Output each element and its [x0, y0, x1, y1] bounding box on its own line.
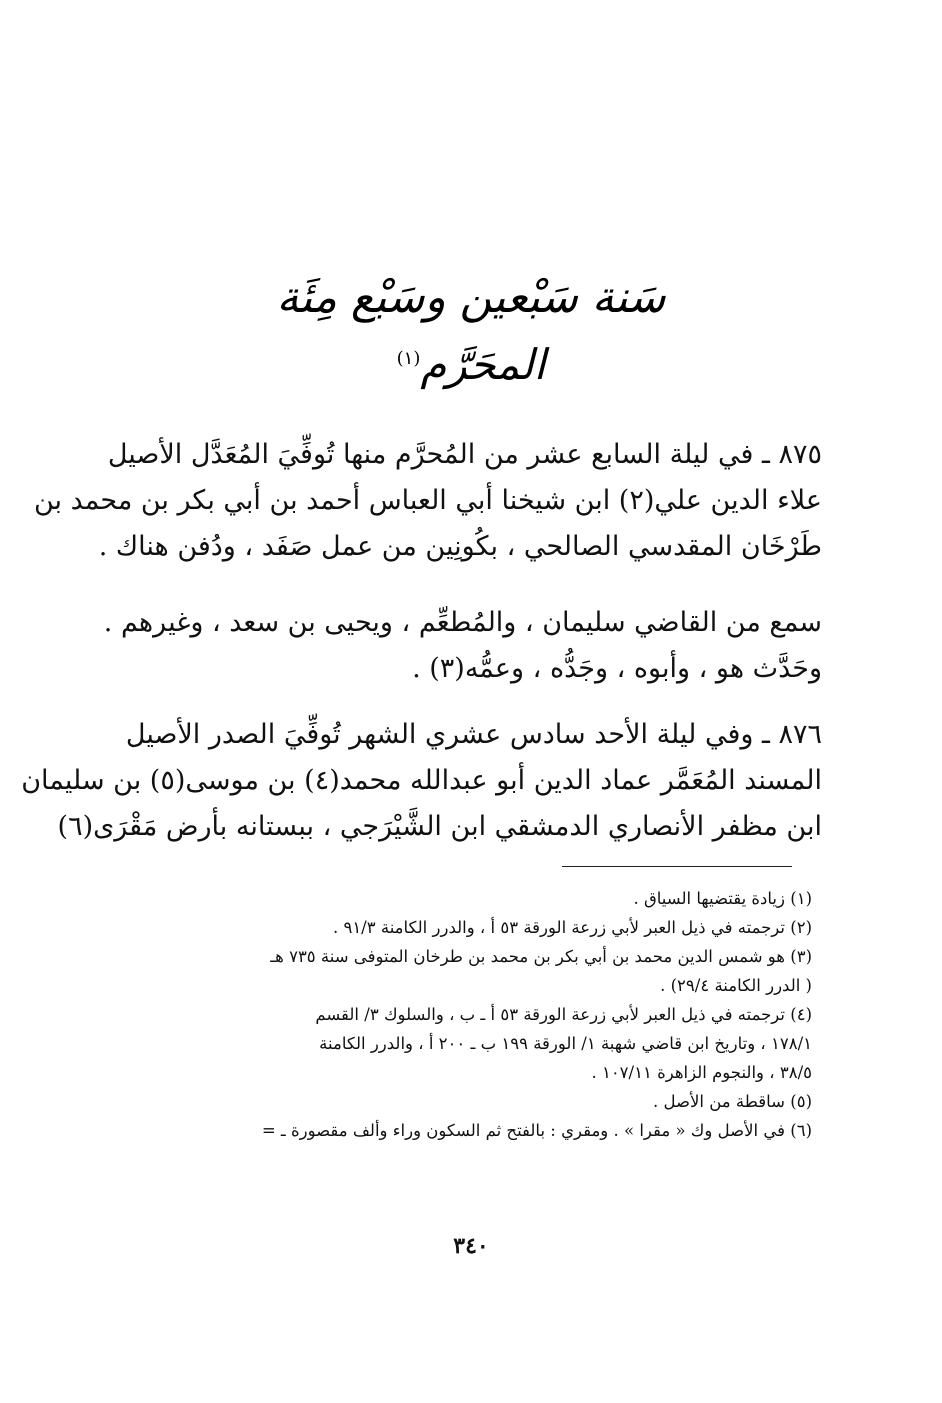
footnote-5: (٥) ساقطة من الأصل . — [653, 1092, 812, 1111]
entry-876-line-3: ابن مظفر الأنصاري الدمشقي ابن الشَّيْرَجي ، ببستانه بأرض مَقْرَى(٦) — [57, 811, 822, 842]
year-heading — [0, 272, 942, 323]
entry-875-extra-line-2: وحَدَّث هو ، وأبوه ، وجَدُّه ، وعمُّه(٣) . — [412, 653, 822, 684]
footnote-3-line-2: ( الدرر الكامنة ٢٩/٤) . — [660, 976, 812, 995]
entry-875-line-1: ٨٧٥ ـ في ليلة السابع عشر من المُحرَّم منها تُوفِّيَ المُعَدَّل الأصيل — [107, 439, 822, 470]
month-heading — [0, 340, 942, 389]
entry-876 — [21, 712, 822, 850]
footnote-4-line-1: (٤) ترجمته في ذيل العبر لأبي زرعة الورقة ٥٣ أ ـ ب ، والسلوك ٣/ القسم — [315, 1005, 812, 1024]
entry-875-extra-line-1: سمع من القاضي سليمان ، والمُطعِّم ، ويحيى بن سعد ، وغيرهم . — [103, 607, 822, 638]
footnote-6: (٦) في الأصل وك « مقرا » . ومقري : بالفتح ثم السكون وراء وألف مقصورة ـ = — [261, 1121, 812, 1140]
entry-875-line-2: علاء الدين علي(٢) ابن شيخنا أبي العباس أحمد بن أبي بكر بن محمد بن — [33, 485, 822, 516]
month-heading-text: المحَرَّم — [420, 340, 546, 389]
footnote-4-line-3: ٣٨/٥ ، والنجوم الزاهرة ١٠٧/١١ . — [591, 1063, 812, 1082]
footnote-2: (٢) ترجمته في ذيل العبر لأبي زرعة الورقة ٥٣ أ ، والدرر الكامنة ٩١/٣ . — [332, 918, 812, 937]
footnote-1: (١) زيادة يقتضيها السياق . — [633, 889, 812, 908]
year-heading-text: سَنة سَبْعين وسَبْع مِئَة — [276, 272, 666, 323]
entry-875-line-3: طَرْخَان المقدسي الصالحي ، بكُونِين من عمل صَفَد ، ودُفن هناك . — [98, 531, 822, 562]
month-heading-note: (١) — [396, 348, 421, 369]
entry-875-continuation — [103, 600, 822, 692]
footnote-3-line-1: (٣) هو شمس الدين محمد بن أبي بكر بن محمد بن طرخان المتوفى سنة ٧٣٥ هـ — [270, 947, 812, 966]
footnotes — [122, 884, 812, 1145]
page-number: ٣٤٠ — [453, 1233, 489, 1259]
entry-876-line-2: المسند المُعَمَّر عماد الدين أبو عبدالله محمد(٤) بن موسى(٥) بن سليمان — [21, 765, 822, 796]
entry-875 — [33, 432, 822, 570]
entry-876-line-1: ٨٧٦ ـ وفي ليلة الأحد سادس عشري الشهر تُوفِّيَ الصدر الأصيل — [125, 719, 822, 750]
footnote-4-line-2: ١٧٨/١ ، وتاريخ ابن قاضي شهبة ١/ الورقة ١٩٩ ب ـ ٢٠٠ أ ، والدرر الكامنة — [319, 1034, 812, 1053]
footnote-divider — [562, 866, 792, 867]
